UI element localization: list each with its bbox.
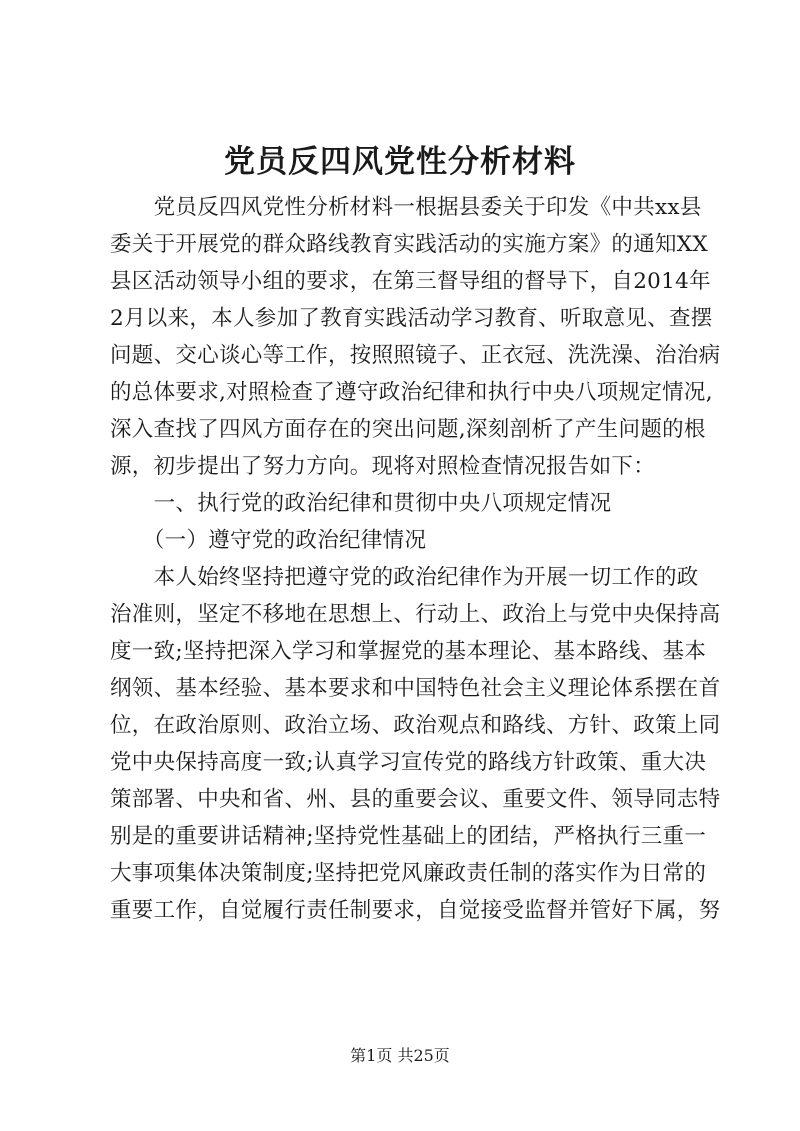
- text-line: 党中央保持高度一致;认真学习宣传党的路线方针政策、重大决: [110, 750, 707, 775]
- text-line: 县区活动领导小组的要求，在第三督导组的督导下，自2014年: [110, 269, 711, 294]
- text-line: 2月以来，本人参加了教育实践活动学习教育、听取意见、查摆: [110, 306, 713, 331]
- document-title: 党员反四风党性分析材料: [224, 144, 576, 180]
- page-number-footer: 第1页 共25页: [350, 1046, 450, 1065]
- text-line: 的总体要求,对照检查了遵守政治纪律和执行中央八项规定情况,: [110, 380, 713, 405]
- text-line: 问题、交心谈心等工作，按照照镜子、正衣冠、洗洗澡、治治病: [110, 343, 721, 368]
- subsection-heading: （一）遵守党的政治纪律情况: [110, 528, 427, 553]
- text-line: 委关于开展党的群众路线教育实践活动的实施方案》的通知XX: [110, 232, 709, 257]
- text-line: 位，在政治原则、政治立场、政治观点和路线、方针、政策上同: [110, 713, 721, 738]
- text-line: 治准则，坚定不移地在思想上、行动上、政治上与党中央保持高: [110, 602, 721, 627]
- text-line: 源，初步提出了努力方向。现将对照检查情况报告如下：: [110, 454, 656, 479]
- text-line: 别是的重要讲话精神;坚持党性基础上的团结，严格执行三重一: [110, 824, 707, 849]
- text-line: 本人始终坚持把遵守党的政治纪律作为开展一切工作的政: [110, 565, 699, 590]
- section-heading: 一、执行党的政治纪律和贯彻中央八项规定情况: [110, 491, 612, 516]
- text-line: 大事项集体决策制度;坚持把党风廉政责任制的落实作为日常的: [110, 861, 707, 886]
- text-line: 重要工作，自觉履行责任制要求，自觉接受监督并管好下属，努: [110, 898, 721, 923]
- text-line: 策部署、中央和省、州、县的重要会议、重要文件、领导同志特: [110, 787, 721, 812]
- text-line: 深入查找了四风方面存在的突出问题,深刻剖析了产生问题的根: [110, 417, 706, 442]
- text-line: 纲领、基本经验、基本要求和中国特色社会主义理论体系摆在首: [110, 676, 721, 701]
- text-line: 度一致;坚持把深入学习和掌握党的基本理论、基本路线、基本: [110, 639, 707, 664]
- text-line: 党员反四风党性分析材料一根据县委关于印发《中共xx县: [110, 195, 702, 220]
